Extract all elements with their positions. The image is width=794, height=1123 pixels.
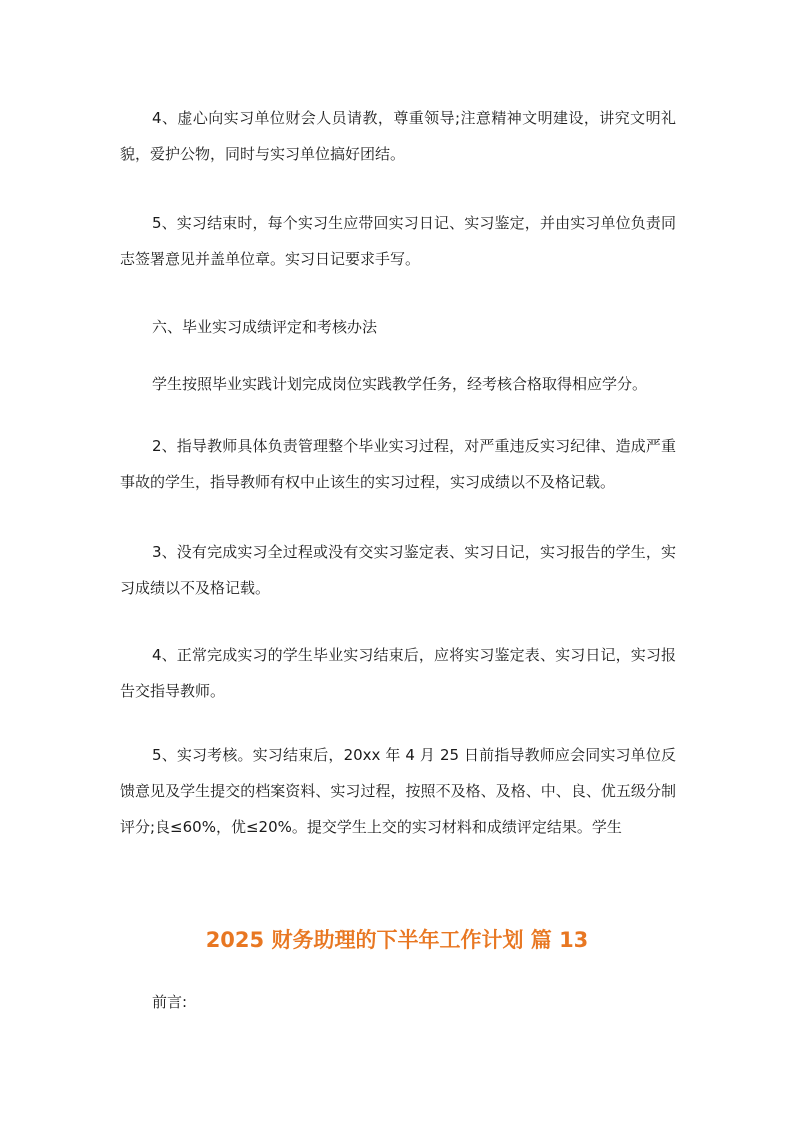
preface-label: 前言: (152, 993, 188, 1011)
section-heading: 2025 财务助理的下半年工作计划 篇 13 (205, 928, 589, 952)
paragraph-assessment-5: 5、实习考核。实习结束后，20xx 年 4 月 25 日前指导教师应会同实习单位反馈意见及学生提交的档案资料、实习过程，按照不及格、及格、中、良、优五级分制评分;良≤60%，优≤20%。提交学生上交的实习材料和成绩评定结果。学生 (120, 746, 676, 836)
paragraph-discipline-5: 5、实习结束时，每个实习生应带回实习日记、实习鉴定，并由实习单位负责同志签署意见并盖单位章。实习日记要求手写。 (120, 214, 676, 268)
paragraph-assessment-2: 2、指导教师具体负责管理整个毕业实习过程，对严重违反实习纪律、造成严重事故的学生，指导教师有权中止该生的实习过程，实习成绩以不及格记载。 (120, 437, 676, 491)
paragraph-assessment-3: 3、没有完成实习全过程或没有交实习鉴定表、实习日记，实习报告的学生，实习成绩以不及格记载。 (120, 543, 676, 597)
section-title-assessment: 六、毕业实习成绩评定和考核办法 (152, 318, 378, 336)
paragraph-assessment-4: 4、正常完成实习的学生毕业实习结束后，应将实习鉴定表、实习日记，实习报告交指导教师。 (120, 646, 676, 700)
paragraph-discipline-4: 4、虚心向实习单位财会人员请教，尊重领导;注意精神文明建设，讲究文明礼貌，爱护公物，同时与实习单位搞好团结。 (120, 109, 676, 163)
paragraph-credits: 学生按照毕业实践计划完成岗位实践教学任务，经考核合格取得相应学分。 (152, 375, 648, 393)
